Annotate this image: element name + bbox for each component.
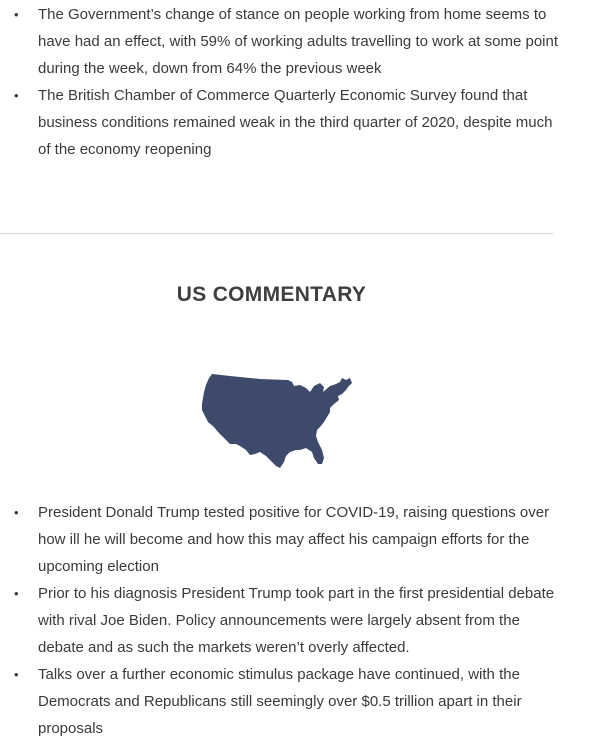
list-item bbox=[0, 1, 558, 82]
usa-map-icon bbox=[200, 370, 354, 470]
bullet-marker: • bbox=[14, 586, 19, 601]
bullet-text: The British Chamber of Commerce Quarterly Economic Survey found that business conditions remained weak in the third quarter of 2020, despite much of the economy reopening bbox=[38, 87, 553, 158]
list-item bbox=[0, 82, 558, 163]
bullet-marker: • bbox=[14, 667, 19, 682]
section-title: US COMMENTARY bbox=[176, 283, 367, 306]
list-item bbox=[0, 661, 558, 742]
bullet-marker: • bbox=[14, 88, 19, 103]
bullet-text: The Government’s change of stance on people working from home seems to have had an effect, with 59% of working adults travelling to work at some point during the week, down from 64% the previous week bbox=[38, 6, 559, 77]
bullet-text: President Donald Trump tested positive for COVID-19, raising questions over how ill he will become and how this may affect his campaign efforts for the upcoming election bbox=[38, 504, 550, 575]
bullet-text: Prior to his diagnosis President Trump took part in the first presidential debate with rival Joe Biden. Policy announcements were largely absent from the debate and as such the markets weren’t overly affected. bbox=[38, 585, 555, 656]
uk-commentary-bullet-list bbox=[0, 1, 558, 163]
bullet-marker: • bbox=[14, 7, 19, 22]
list-item bbox=[0, 580, 558, 661]
us-commentary-bullet-list bbox=[0, 499, 558, 742]
section-divider bbox=[0, 233, 553, 234]
bullet-text: Talks over a further economic stimulus package have continued, with the Democrats and Republicans still seemingly over $0.5 trillion apart in their proposals bbox=[38, 666, 522, 737]
bullet-marker: • bbox=[14, 505, 19, 520]
list-item bbox=[0, 499, 558, 580]
